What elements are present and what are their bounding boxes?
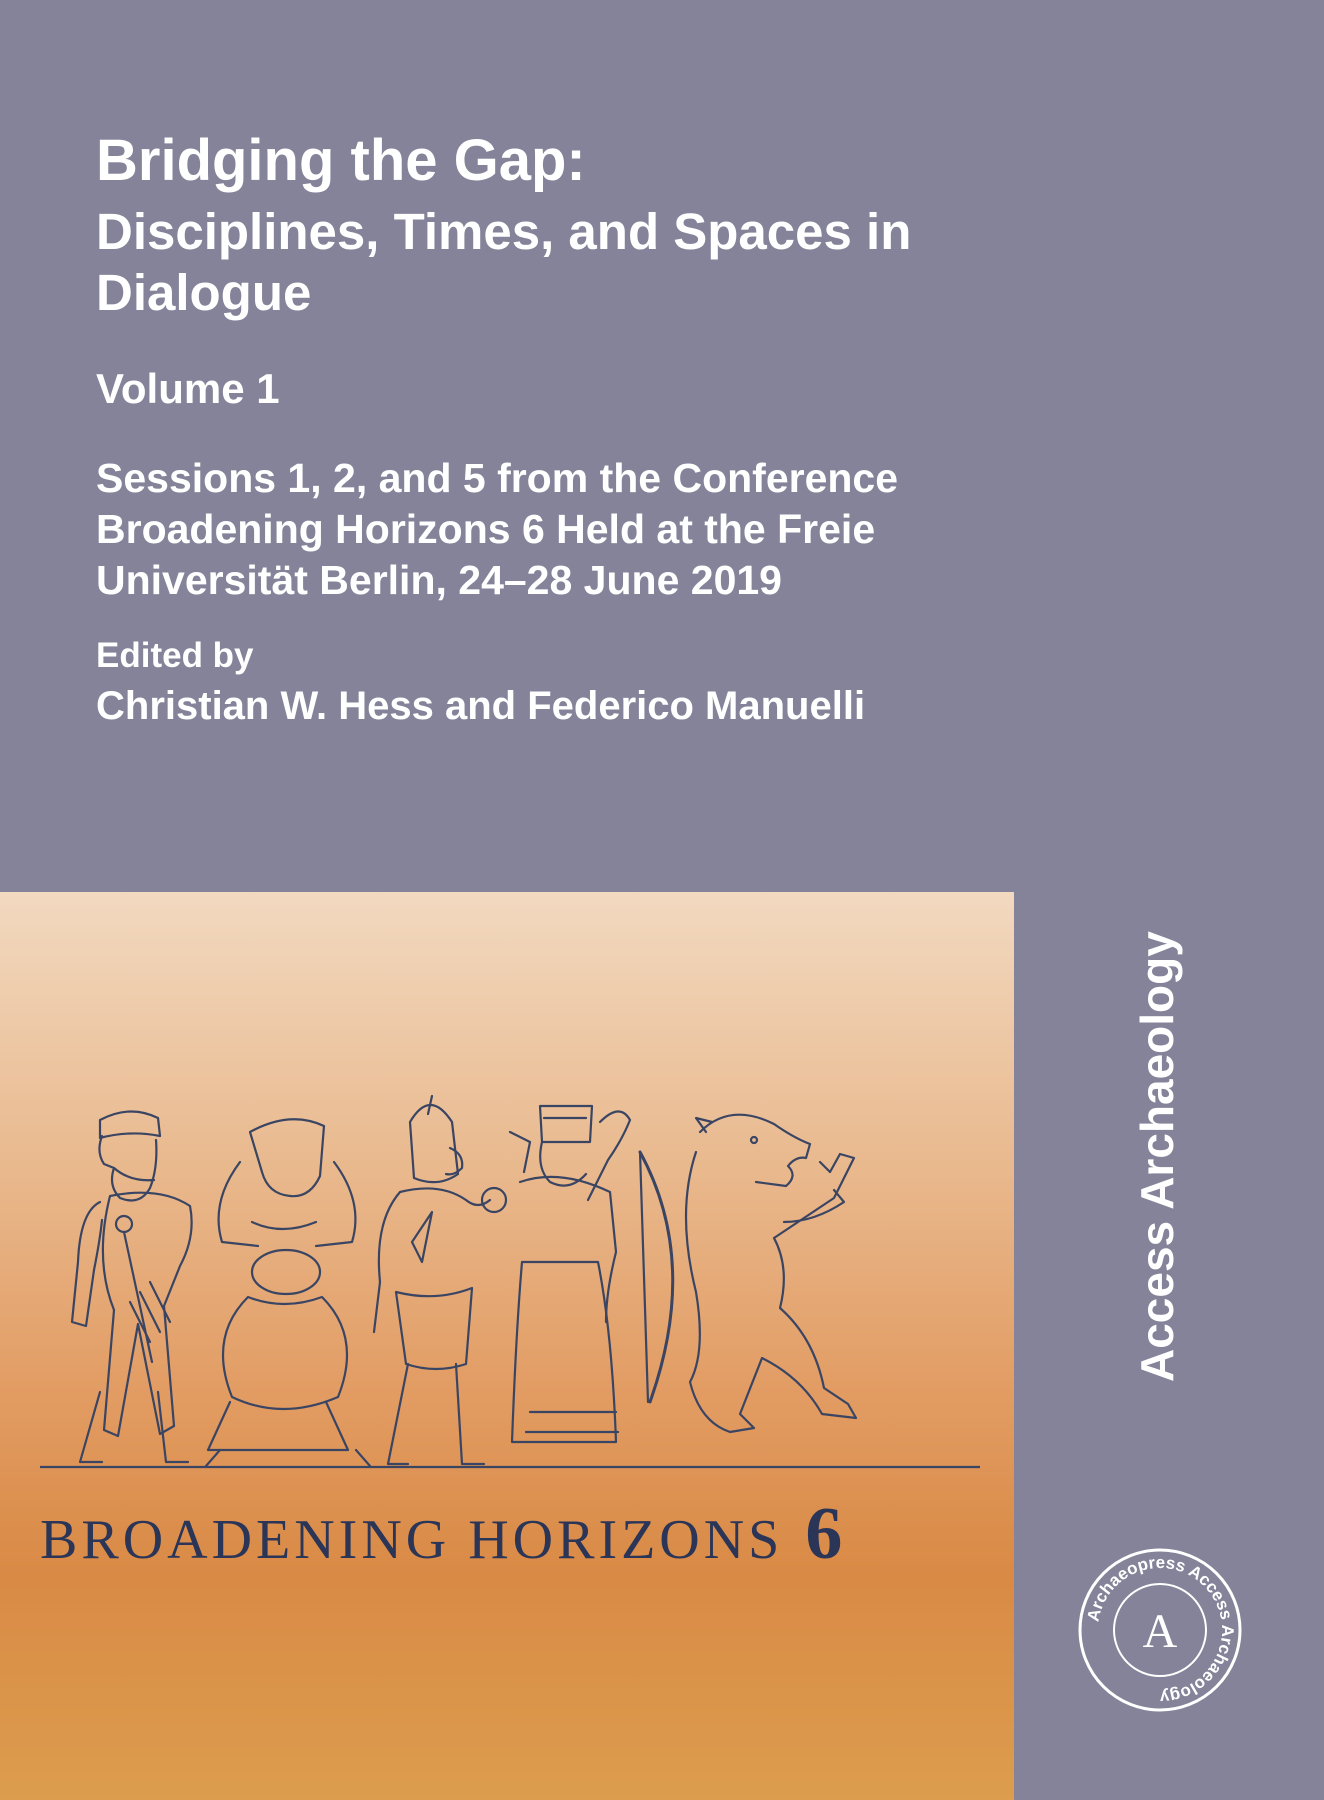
archaeopress-seal-logo	[1075, 1545, 1245, 1715]
artwork-panel	[0, 892, 1014, 1800]
rampant-bear-figure	[686, 1115, 856, 1432]
sessions-line-2: Broadening Horizons 6 Held at the Freie	[96, 505, 876, 552]
series-name: BROADENING HORIZONS	[40, 1509, 784, 1571]
book-subtitle	[96, 201, 1216, 323]
crowned-archer-figure	[510, 1106, 673, 1442]
book-title: Bridging the Gap:	[96, 128, 586, 193]
seal-ring-text: Archaeopress Access Archaeology	[1083, 1552, 1238, 1708]
helmeted-warrior-figure	[374, 1096, 506, 1464]
subtitle-line-1: Disciplines, Times, and Spaces in	[96, 202, 912, 260]
bearded-king-figure	[72, 1111, 192, 1462]
egyptian-figure	[206, 1119, 370, 1466]
sessions-line-1: Sessions 1, 2, and 5 from the Conference	[96, 455, 899, 502]
title-block	[96, 128, 1216, 729]
volume-label: Volume 1	[96, 365, 280, 413]
editors-names: Christian W. Hess and Federico Manuelli	[96, 683, 866, 728]
sessions-description	[96, 453, 1216, 605]
series-number: 6	[805, 1493, 843, 1575]
edited-by-label: Edited by	[96, 635, 254, 675]
series-title	[40, 1492, 1000, 1577]
access-archaeology-label: Access Archaeology	[1131, 931, 1183, 1382]
subtitle-line-2: Dialogue	[96, 263, 312, 321]
ancient-figures-illustration	[40, 1092, 980, 1482]
sessions-line-3: Universität Berlin, 24–28 June 2019	[96, 556, 782, 603]
seal-letter: A	[1142, 1605, 1178, 1658]
